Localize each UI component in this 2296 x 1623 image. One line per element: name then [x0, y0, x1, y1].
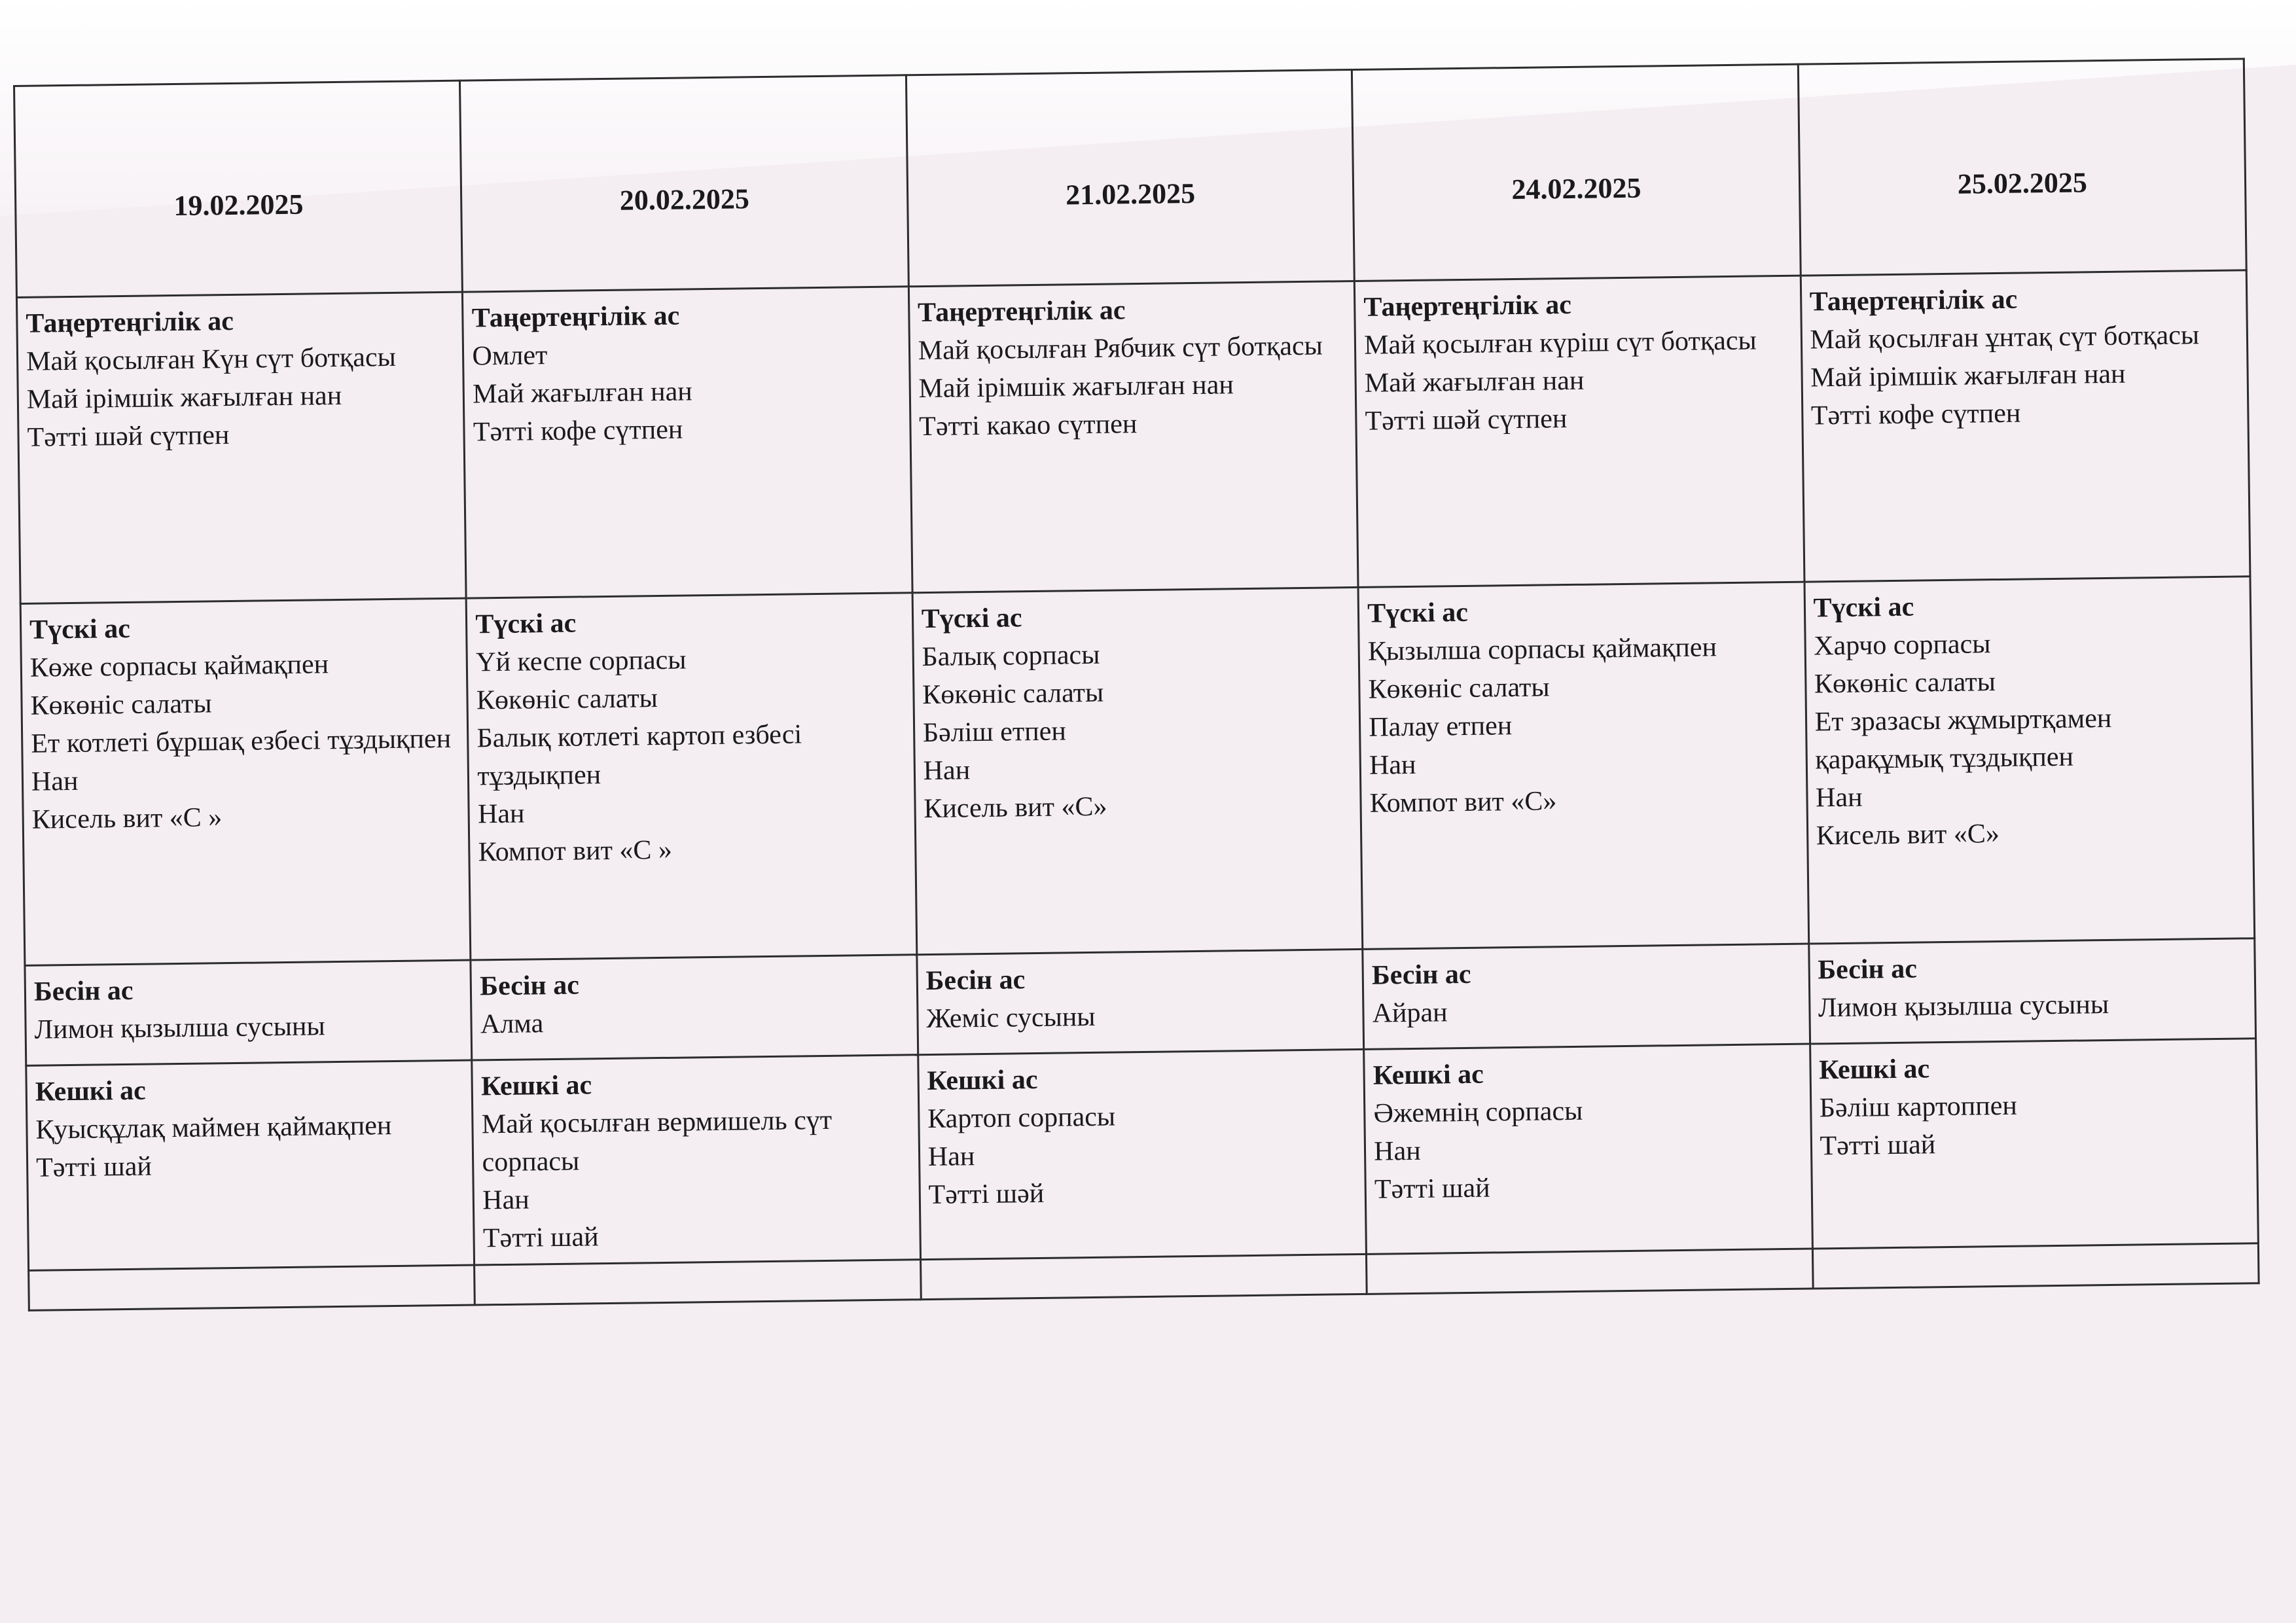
menu-item: Нан — [482, 1185, 529, 1216]
meal-title: Таңертеңгілік ас — [1809, 284, 2018, 317]
menu-cell — [1363, 944, 1810, 1049]
menu-item: Тәтті шай — [1820, 1130, 1936, 1162]
menu-item: Нан — [1369, 749, 1416, 781]
menu-item: Лимон қызылша сусыны — [34, 1011, 325, 1045]
menu-item: Май ірімшік жағылған нан — [1810, 359, 2126, 393]
breakfast-row — [16, 270, 2250, 604]
menu-item: Нан — [1815, 782, 1863, 813]
menu-item: Үй кеспе сорпасы — [475, 645, 687, 678]
date-header: 21.02.2025 — [906, 70, 1354, 287]
menu-cell — [1364, 1044, 1812, 1254]
date-header: 20.02.2025 — [460, 75, 908, 292]
menu-item: Компот вит «С» — [1369, 786, 1557, 819]
menu-item: Тәтті шәй — [928, 1178, 1045, 1211]
meal-title: Түскі ас — [475, 608, 577, 640]
menu-item: Нан — [1373, 1135, 1421, 1167]
menu-item: Айран — [1372, 997, 1448, 1029]
menu-cell — [1808, 938, 2255, 1044]
date-header: 19.02.2025 — [14, 80, 463, 297]
lunch-row — [20, 577, 2255, 966]
menu-item: Жеміс сусыны — [926, 1001, 1096, 1035]
menu-item: Көкөніс салаты — [922, 677, 1104, 711]
meal-title: Бесін ас — [1818, 954, 1918, 986]
date-header-row — [14, 59, 2247, 298]
menu-cell — [26, 1060, 475, 1270]
meal-title: Түскі ас — [921, 603, 1022, 635]
menu-item: Нан — [477, 798, 525, 830]
menu-item: Май ірімшік жағылған нан — [918, 370, 1234, 404]
menu-item: Көже сорпасы қаймақпен — [29, 649, 329, 683]
menu-item: Ет зразасы жұмыртқамен қарақұмық тұздықпен — [1814, 703, 2112, 776]
meal-title: Таңертеңгілік ас — [917, 295, 1126, 329]
menu-item: Қуысқұлақ маймен қаймақпен — [35, 1111, 392, 1145]
meal-title: Кешкі ас — [480, 1070, 592, 1102]
menu-item: Көкөніс салаты — [476, 683, 658, 716]
menu-item: Көкөніс салаты — [30, 688, 212, 721]
menu-item: Тәтті кофе сүтпен — [473, 414, 683, 448]
menu-cell — [912, 587, 1363, 954]
empty-cell — [1367, 1249, 1813, 1294]
menu-cell — [1354, 276, 1804, 587]
menu-cell — [16, 292, 466, 603]
menu-item: Тәтті шай — [1374, 1173, 1490, 1205]
menu-item: Кисель вит «С» — [924, 791, 1107, 825]
menu-item: Балық котлеті картоп езбесі тұздықпен — [476, 719, 802, 792]
menu-cell — [1810, 1039, 2258, 1249]
menu-item: Алма — [480, 1008, 544, 1040]
menu-item: Тәтті шәй сүтпен — [27, 420, 230, 453]
date-header: 24.02.2025 — [1352, 64, 1801, 281]
meal-title: Түскі ас — [29, 613, 131, 645]
menu-item: Май жағылған нан — [472, 376, 692, 410]
meal-title: Кешкі ас — [927, 1064, 1038, 1097]
menu-item: Май ірімшік жағылған нан — [26, 380, 342, 415]
dinner-row — [26, 1039, 2259, 1271]
menu-item: Әжемнің сорпасы — [1373, 1096, 1583, 1129]
meal-title: Бесін ас — [33, 975, 134, 1007]
menu-item: Компот вит «С » — [478, 834, 673, 868]
meal-title: Бесін ас — [925, 965, 1026, 997]
menu-item: Балық сорпасы — [922, 639, 1100, 673]
empty-cell — [1812, 1243, 2259, 1289]
menu-item: Ет котлеті бұршақ езбесі тұздықпен — [31, 723, 452, 759]
meal-title: Түскі ас — [1367, 597, 1469, 629]
menu-item: Бәліш етпен — [922, 716, 1067, 749]
menu-item: Май қосылған Рябчик сүт ботқасы — [918, 330, 1323, 366]
menu-item: Бәліш картоппен — [1819, 1090, 2018, 1124]
menu-item: Омлет — [472, 340, 548, 372]
menu-item: Май қосылған Күн сүт ботқасы — [26, 342, 397, 377]
menu-item: Кисель вит «С » — [31, 802, 223, 835]
empty-cell — [475, 1260, 921, 1305]
menu-item: Тәтті шай — [35, 1151, 152, 1183]
menu-cell — [908, 281, 1358, 592]
menu-cell — [1804, 577, 2255, 944]
menu-item: Көкөніс салаты — [1814, 667, 1996, 700]
empty-cell — [29, 1265, 475, 1310]
menu-item: Палау етпен — [1369, 711, 1513, 743]
menu-cell — [917, 949, 1364, 1054]
meal-title: Бесін ас — [479, 970, 580, 1002]
meal-title: Кешкі ас — [1818, 1054, 1930, 1086]
menu-cell — [467, 593, 917, 960]
menu-cell — [463, 287, 912, 598]
menu-item: Лимон қызылша сусыны — [1818, 989, 2109, 1024]
menu-item: Қызылша сорпасы қаймақпен — [1367, 632, 1717, 667]
date-header: 25.02.2025 — [1798, 59, 2246, 276]
menu-cell — [471, 955, 918, 1060]
menu-cell — [20, 598, 471, 965]
menu-item: Нан — [31, 766, 79, 797]
menu-item: Май қосылған вермишель сүт сорпасы — [481, 1105, 833, 1178]
menu-item: Кисель вит «С» — [1816, 819, 2000, 851]
menu-cell — [918, 1049, 1366, 1259]
menu-item: Май қосылған ұнтақ сүт ботқасы — [1810, 320, 2200, 355]
menu-item: Тәтті шай — [482, 1222, 599, 1254]
meal-title: Кешкі ас — [35, 1075, 147, 1107]
menu-item: Көкөніс салаты — [1368, 672, 1550, 705]
meal-title: Кешкі ас — [1372, 1059, 1484, 1091]
menu-cell — [1801, 270, 2250, 582]
menu-table — [13, 58, 2260, 1311]
meal-title: Таңертеңгілік ас — [471, 300, 680, 334]
meal-title: Түскі ас — [1813, 592, 1914, 624]
menu-item: Тәтті кофе сүтпен — [1810, 398, 2021, 431]
menu-item: Харчо сорпасы — [1813, 629, 1991, 662]
menu-item: Тәтті какао сүтпен — [918, 409, 1138, 442]
menu-item: Тәтті шәй сүтпен — [1365, 404, 1568, 437]
menu-item: Нан — [923, 755, 971, 787]
menu-item: Картоп сорпасы — [927, 1101, 1116, 1135]
menu-cell — [25, 960, 472, 1065]
meal-title: Бесін ас — [1371, 959, 1471, 991]
menu-sheet — [13, 58, 2260, 1311]
meal-title: Таңертеңгілік ас — [1363, 289, 1572, 323]
meal-title: Таңертеңгілік ас — [26, 306, 234, 339]
empty-cell — [920, 1254, 1367, 1299]
menu-item: Нан — [927, 1141, 975, 1173]
menu-item: Май жағылған нан — [1364, 365, 1585, 399]
menu-item: Май қосылған күріш сүт ботқасы — [1363, 325, 1757, 361]
menu-cell — [472, 1055, 920, 1265]
menu-cell — [1358, 582, 1808, 949]
